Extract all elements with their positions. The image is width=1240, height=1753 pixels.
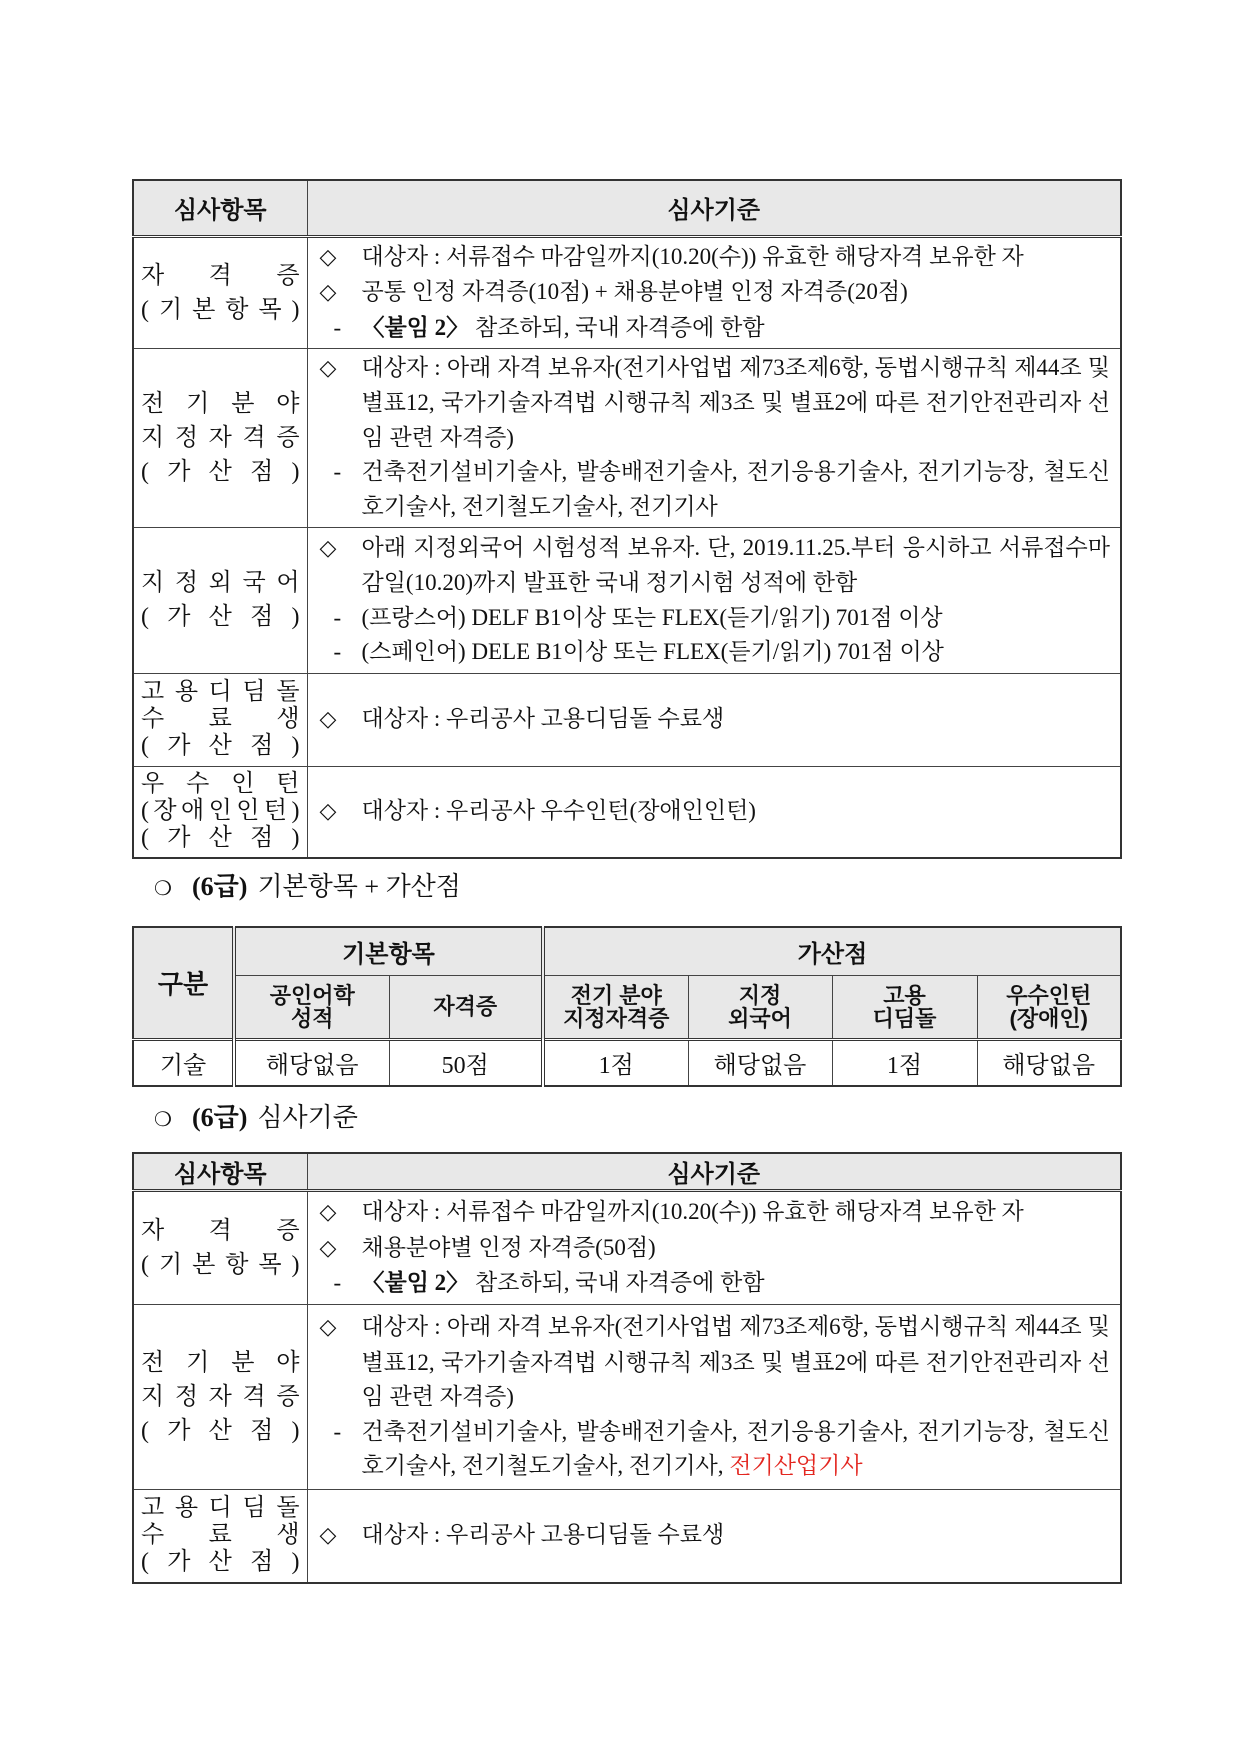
label-char: ( <box>141 825 149 852</box>
label-char: 료 <box>208 1522 232 1549</box>
label-line <box>141 421 300 455</box>
label-line <box>141 1380 300 1414</box>
criteria-subitem <box>320 455 1111 524</box>
label-char: ( <box>141 1252 149 1278</box>
label-line <box>141 259 300 293</box>
criteria-table <box>132 1152 1122 1584</box>
criteria-item <box>320 1518 1111 1554</box>
label-char: 인 <box>231 771 255 798</box>
criteria-text: 채용분야별 인정 자격증(50점) <box>361 1234 656 1260</box>
label-char: 격 <box>208 262 232 289</box>
row-label <box>133 1305 307 1490</box>
criteria-content <box>307 766 1121 858</box>
grade-label: (6급) <box>192 872 248 901</box>
label-line <box>141 825 300 852</box>
label-char: 가 <box>167 1418 191 1444</box>
dash-bullet: - <box>333 1418 342 1444</box>
column-header-criteria: 심사기준 <box>307 1153 1121 1191</box>
label-line <box>141 1549 300 1576</box>
row-label <box>133 527 307 673</box>
criteria-text: 대상자 : 서류접수 마감일까지(10.20(수)) 유효한 해당자격 보유한 자 <box>361 1199 1024 1225</box>
label-char: 가 <box>167 458 191 485</box>
dash-bullet: - <box>333 639 342 664</box>
label-char: 산 <box>208 733 232 759</box>
score-table <box>132 926 1122 1087</box>
table-cell: 해당없음 <box>977 1039 1121 1086</box>
column-header-certificate: 자격증 <box>389 975 543 1039</box>
criteria-item <box>320 531 1111 601</box>
label-line <box>141 1248 300 1282</box>
row-category: 기술 <box>133 1039 234 1086</box>
diamond-bullet-icon: ◇ <box>319 706 337 732</box>
label-line <box>141 1522 300 1549</box>
label-line <box>141 293 300 327</box>
label-line <box>141 1414 300 1448</box>
header-row <box>133 1153 1121 1191</box>
attachment-reference: 〈붙임 2〉 <box>361 314 470 340</box>
label-char: 장 <box>153 798 177 825</box>
label-line <box>141 600 300 634</box>
header-row <box>133 927 1121 975</box>
label-char: 점 <box>250 1549 274 1576</box>
diamond-bullet-icon: ◇ <box>319 1235 337 1261</box>
label-char: 점 <box>250 733 274 759</box>
table-cell: 1점 <box>543 1039 688 1086</box>
criteria-text: 건축전기설비기술사, 발송배전기술사, 전기응용기술사, 전기기능장, 철도신호기술사, 전기철도기술사, 전기기사 <box>361 459 1110 519</box>
label-char: 외 <box>208 570 232 596</box>
criteria-text: (프랑스어) DELF B1이상 또는 FLEX(듣기/읽기) 701점 이상 <box>361 604 943 630</box>
criteria-item <box>320 702 1111 738</box>
label-char: 가 <box>167 825 191 852</box>
criteria-content <box>307 1490 1121 1583</box>
row-label <box>133 1490 307 1583</box>
label-char: 생 <box>276 706 300 732</box>
label-line <box>141 455 300 489</box>
criteria-text: 참조하되, 국내 자격증에 한함 <box>469 1270 765 1296</box>
subheader-row <box>133 975 1121 1039</box>
table-row <box>133 1490 1121 1583</box>
label-char: ( <box>141 458 149 485</box>
criteria-text: (스페인어) DELE B1이상 또는 FLEX(듣기/읽기) 701점 이상 <box>361 639 944 664</box>
column-header-criteria: 심사기준 <box>307 180 1121 236</box>
criteria-text: 대상자 : 우리공사 고용디딤돌 수료생 <box>361 705 725 731</box>
label-char: 증 <box>276 1384 300 1410</box>
label-char: 생 <box>276 1522 300 1549</box>
row-label <box>133 673 307 766</box>
label-char: 돌 <box>276 1495 300 1522</box>
label-char: ) <box>291 1549 300 1576</box>
label-char: 턴 <box>276 771 300 798</box>
label-char: 국 <box>242 570 266 596</box>
label-char: 전 <box>141 1350 165 1376</box>
label-char: 본 <box>192 296 216 323</box>
label-char: 턴 <box>263 798 288 825</box>
criteria-item <box>320 794 1111 830</box>
section-title: 기본항목 + 가산점 <box>257 872 461 901</box>
dash-bullet: - <box>333 1270 342 1296</box>
criteria-item <box>320 275 1111 311</box>
section-heading <box>132 1087 1120 1152</box>
label-char: ( <box>141 798 149 825</box>
column-group-basic: 기본항목 <box>234 927 543 975</box>
label-char: 점 <box>250 458 274 485</box>
label-line <box>141 706 300 733</box>
table-row <box>133 527 1121 673</box>
criteria-text: 공통 인정 자격증(10점) + 채용분야별 인정 자격증(20점) <box>361 279 908 305</box>
row-label <box>133 1191 307 1305</box>
label-char: 항 <box>225 296 249 323</box>
label-char: ) <box>291 1252 300 1278</box>
criteria-subitem <box>320 601 1111 636</box>
label-char: 전 <box>141 390 165 417</box>
circle-bullet-icon: ❍ <box>154 1107 172 1131</box>
header-row <box>133 180 1121 236</box>
label-char: 고 <box>141 1495 165 1522</box>
label-char: 지 <box>141 570 165 596</box>
label-char: 기 <box>158 1252 183 1278</box>
label-char: 증 <box>276 262 300 289</box>
label-char: 격 <box>242 1384 266 1410</box>
column-header-category: 구분 <box>133 927 234 1039</box>
label-char: 기 <box>186 390 210 417</box>
diamond-bullet-icon: ◇ <box>319 1523 337 1548</box>
label-char: ) <box>291 604 300 630</box>
criteria-subitem <box>320 635 1111 670</box>
criteria-item <box>320 240 1111 276</box>
criteria-table <box>132 179 1122 859</box>
document-body <box>132 179 1120 1584</box>
label-char: 돌 <box>276 679 300 705</box>
label-line <box>141 771 300 798</box>
label-char: 점 <box>250 604 274 630</box>
label-line <box>141 733 300 760</box>
dash-bullet: - <box>333 314 342 340</box>
label-char: 정 <box>174 424 199 451</box>
label-char: 가 <box>167 1549 191 1576</box>
label-char: 수 <box>141 1522 165 1549</box>
criteria-text: 건축전기설비기술사, 발송배전기술사, 전기응용기술사, 전기기능장, 철도신호기술사, 전기철도기술사, 전기기사, <box>361 1418 1110 1479</box>
label-char: 항 <box>225 1252 249 1278</box>
label-char: 산 <box>208 458 232 485</box>
criteria-content <box>307 673 1121 766</box>
label-char: 산 <box>208 1418 232 1444</box>
table-row <box>133 766 1121 858</box>
label-char: 수 <box>141 706 165 732</box>
section-title: 심사기준 <box>257 1103 358 1132</box>
label-char: 산 <box>208 1549 232 1576</box>
table-row <box>133 1039 1121 1086</box>
label-char: 어 <box>276 570 300 596</box>
label-char: ) <box>291 825 300 852</box>
label-char: 애 <box>181 798 205 825</box>
label-char: 인 <box>236 798 260 825</box>
label-char: 야 <box>276 390 300 417</box>
criteria-content <box>307 236 1121 348</box>
label-char: 디 <box>208 679 232 705</box>
label-char: ) <box>291 296 300 323</box>
attachment-reference: 〈붙임 2〉 <box>361 1270 470 1296</box>
label-char: 용 <box>174 679 199 705</box>
diamond-bullet-icon: ◇ <box>319 355 337 381</box>
label-char: 목 <box>258 1252 282 1278</box>
criteria-subitem <box>320 1266 1111 1301</box>
column-header-employment-step: 고용 디딤돌 <box>832 975 977 1039</box>
table-row <box>133 1305 1121 1490</box>
label-char: ) <box>291 798 300 825</box>
diamond-bullet-icon: ◇ <box>319 280 337 306</box>
label-char: 용 <box>174 1495 199 1522</box>
label-char: 기 <box>186 1350 210 1376</box>
criteria-text: 대상자 : 아래 자격 보유자(전기사업법 제73조제6항, 동법시행규칙 제44조 및 별표12, 국가기술자격법 시행규칙 제3조 및 별표2에 따른 전기안전관리자 선임 관련 자격증) <box>361 354 1110 450</box>
diamond-bullet-icon: ◇ <box>319 1200 337 1226</box>
label-char: 점 <box>250 1418 274 1444</box>
criteria-item <box>320 1195 1111 1231</box>
criteria-content <box>307 1305 1121 1490</box>
label-char: ) <box>291 458 300 485</box>
criteria-content <box>307 348 1121 527</box>
criteria-subitem <box>320 1415 1111 1484</box>
label-char: 점 <box>250 825 274 852</box>
table-cell: 해당없음 <box>688 1039 832 1086</box>
label-line <box>141 798 300 825</box>
label-char: 가 <box>167 733 191 759</box>
diamond-bullet-icon: ◇ <box>319 799 337 824</box>
criteria-item <box>320 351 1111 456</box>
label-char: 딤 <box>242 679 266 705</box>
criteria-text: 대상자 : 아래 자격 보유자(전기사업법 제73조제6항, 동법시행규칙 제44조 및 별표12, 국가기술자격법 시행규칙 제3조 및 별표2에 따른 전기안전관리자 선임 관련 자격증) <box>361 1314 1110 1410</box>
label-char: 분 <box>231 1350 255 1376</box>
diamond-bullet-icon: ◇ <box>319 1315 337 1341</box>
row-label <box>133 348 307 527</box>
label-char: 지 <box>141 1384 165 1410</box>
dash-bullet: - <box>333 604 342 630</box>
label-char: 증 <box>276 424 300 451</box>
criteria-text: 아래 지정외국어 시험성적 보유자. 단, 2019.11.25.부터 응시하고 서류접수마감일(10.20)까지 발표한 국내 정기시험 성적에 한함 <box>361 534 1110 595</box>
label-line <box>141 566 300 600</box>
highlighted-certificate: 전기산업기사 <box>729 1453 863 1479</box>
label-char: 고 <box>141 679 165 705</box>
criteria-subitem <box>320 311 1111 346</box>
section-heading <box>132 859 1120 926</box>
table-row <box>133 236 1121 348</box>
table-row <box>133 1191 1121 1305</box>
label-char: ( <box>141 604 149 630</box>
label-char: 지 <box>141 424 165 451</box>
label-char: 산 <box>208 604 232 630</box>
criteria-text: 대상자 : 서류접수 마감일까지(10.20(수)) 유효한 해당자격 보유한 자 <box>361 243 1024 269</box>
table-cell: 50점 <box>389 1039 543 1086</box>
label-char: 인 <box>208 798 232 825</box>
column-header-item: 심사항목 <box>133 1153 307 1191</box>
table-cell: 1점 <box>832 1039 977 1086</box>
column-header-item: 심사항목 <box>133 180 307 236</box>
label-char: 기 <box>158 296 183 323</box>
column-header-language-score: 공인어학 성적 <box>234 975 389 1039</box>
label-char: 야 <box>276 1350 300 1376</box>
label-char: 우 <box>141 771 165 798</box>
label-char: ( <box>141 296 149 323</box>
label-char: 자 <box>208 1384 232 1410</box>
label-char: ) <box>291 1418 300 1444</box>
label-char: 수 <box>186 771 210 798</box>
label-char: 정 <box>174 1384 199 1410</box>
criteria-text: 참조하되, 국내 자격증에 한함 <box>469 314 765 340</box>
label-char: 격 <box>208 1218 232 1244</box>
column-header-electrical-certificate: 전기 분야 지정자격증 <box>543 975 688 1039</box>
label-char: ( <box>141 1549 149 1576</box>
label-char: 산 <box>208 825 232 852</box>
column-group-bonus: 가산점 <box>543 927 1121 975</box>
criteria-content <box>307 1191 1121 1305</box>
label-char: 목 <box>258 296 282 323</box>
dash-bullet: - <box>333 459 342 485</box>
label-line <box>141 679 300 706</box>
grade-label: (6급) <box>192 1103 248 1132</box>
label-char: 자 <box>141 1218 165 1244</box>
column-header-foreign-language: 지정 외국어 <box>688 975 832 1039</box>
criteria-content <box>307 527 1121 673</box>
label-line <box>141 1346 300 1380</box>
label-char: ( <box>141 1418 149 1444</box>
table-row <box>133 673 1121 766</box>
label-char: 자 <box>141 262 165 289</box>
label-char: 료 <box>208 706 232 732</box>
label-char: 정 <box>174 570 199 596</box>
row-label <box>133 766 307 858</box>
label-char: 가 <box>167 604 191 630</box>
table-cell: 해당없음 <box>234 1039 389 1086</box>
criteria-item <box>320 1310 1111 1415</box>
circle-bullet-icon: ❍ <box>154 876 172 900</box>
label-char: 자 <box>208 424 232 451</box>
label-char: 격 <box>242 424 266 451</box>
diamond-bullet-icon: ◇ <box>319 535 337 561</box>
criteria-item <box>320 1231 1111 1267</box>
table-row <box>133 348 1121 527</box>
label-char: 증 <box>276 1218 300 1244</box>
row-label <box>133 236 307 348</box>
label-line <box>141 387 300 421</box>
label-char: 딤 <box>242 1495 266 1522</box>
label-char: ( <box>141 733 149 759</box>
diamond-bullet-icon: ◇ <box>319 244 337 270</box>
label-line <box>141 1495 300 1522</box>
label-char: ) <box>291 733 300 759</box>
criteria-text: 대상자 : 우리공사 우수인턴(장애인인턴) <box>361 798 756 823</box>
label-char: 분 <box>231 390 255 417</box>
label-char: 본 <box>192 1252 216 1278</box>
column-header-excellent-intern: 우수인턴 (장애인) <box>977 975 1121 1039</box>
label-char: 디 <box>208 1495 232 1522</box>
label-line <box>141 1214 300 1248</box>
criteria-text: 대상자 : 우리공사 고용디딤돌 수료생 <box>361 1522 725 1547</box>
